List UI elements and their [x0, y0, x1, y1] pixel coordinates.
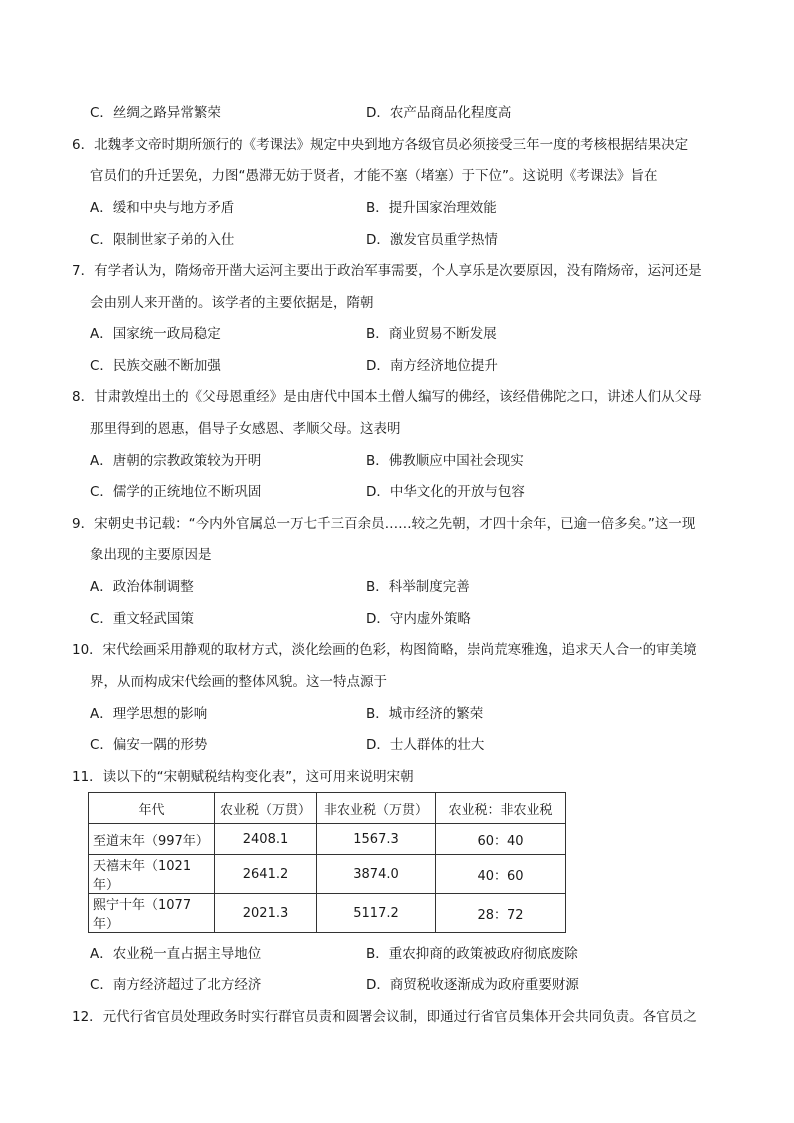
q10-option-a: A．理学思想的影响 — [90, 706, 208, 722]
q8-option-c: C．儒学的正统地位不断巩固 — [90, 484, 262, 500]
q11-option-d: D．商贸税收逐渐成为政府重要财源 — [366, 977, 579, 993]
q5-option-c: C．丝绸之路异常繁荣 — [90, 105, 221, 121]
q6-option-b: B．提升国家治理效能 — [366, 200, 497, 216]
cell-era: 熙宁十年（1077年） — [89, 894, 215, 933]
q8-option-b: B．佛教顺应中国社会现实 — [366, 453, 524, 469]
q6-option-c: C．限制世家子弟的入仕 — [90, 232, 235, 248]
cell-agri-tax: 2021.3 — [215, 894, 317, 933]
q7-option-b: B．商业贸易不断发展 — [366, 326, 497, 342]
q8-stem-line-1: 8．甘肃敦煌出土的《父母恩重经》是由唐代中国本土僧人编写的佛经，该经借佛陀之口，讲述人们从父母 — [72, 389, 702, 405]
q10-stem-line-2: 界，从而构成宋代绘画的整体风貌。这一特点源于 — [90, 674, 387, 690]
q8-option-a: A．唐朝的宗教政策较为开明 — [90, 453, 262, 469]
q9-option-a: A．政治体制调整 — [90, 579, 194, 595]
q9-option-c: C．重文轻武国策 — [90, 611, 194, 627]
header-ratio: 农业税：非农业税 — [436, 793, 566, 824]
q11-option-b: B．重农抑商的政策被政府彻底废除 — [366, 946, 578, 962]
q6-option-a: A．缓和中央与地方矛盾 — [90, 200, 235, 216]
q6-stem-line-1: 6．北魏孝文帝时期所颁行的《考课法》规定中央到地方各级官员必须接受三年一度的考核根据结果决定 — [72, 137, 689, 153]
q6-option-d: D．激发官员重学热情 — [366, 232, 498, 248]
q7-option-c: C．民族交融不断加强 — [90, 358, 221, 374]
q12-stem-line-1: 12．元代行省官员处理政务时实行群官员责和圆署会议制，即通过行省官员集体开会共同负责。各官员之 — [72, 1009, 697, 1025]
q7-option-a: A．国家统一政局稳定 — [90, 326, 221, 342]
q7-stem-line-1: 7．有学者认为，隋炀帝开凿大运河主要出于政治军事需要，个人享乐是次要原因，没有隋炀帝，运河还是 — [72, 263, 702, 279]
table-header-row — [89, 793, 566, 824]
q7-option-d: D．南方经济地位提升 — [366, 358, 498, 374]
q10-option-c: C．偏安一隅的形势 — [90, 737, 208, 753]
q9-option-b: B．科举制度完善 — [366, 579, 470, 595]
q7-stem-line-2: 会由别人来开凿的。该学者的主要依据是，隋朝 — [90, 295, 374, 311]
q11-option-c: C．南方经济超过了北方经济 — [90, 977, 262, 993]
cell-era: 至道末年（997年） — [89, 824, 215, 855]
q9-option-d: D．守内虚外策略 — [366, 611, 471, 627]
q9-stem-line-2: 象出现的主要原因是 — [90, 547, 212, 563]
q9-stem-line-1: 9．宋朝史书记载：“今内外官属总一万七千三百余员……较之先朝，才四十余年，已逾一倍多矣。”这一现 — [72, 516, 696, 532]
table-row — [89, 855, 566, 894]
header-era: 年代 — [89, 793, 215, 824]
q10-option-d: D．士人群体的壮大 — [366, 737, 485, 753]
q11-option-a: A．农业税一直占据主导地位 — [90, 946, 262, 962]
cell-agri-tax: 2408.1 — [215, 824, 317, 855]
q11-stem-line-1: 11．读以下的“宋朝赋税结构变化表”，这可用来说明宋朝 — [72, 769, 414, 785]
cell-non-agri-tax: 1567.3 — [317, 824, 436, 855]
header-non-agri-tax: 非农业税（万贯） — [317, 793, 436, 824]
tax-structure-table — [88, 792, 566, 933]
q6-stem-line-2: 官员们的升迁罢免，力图“愚滞无妨于贤者，才能不塞（堵塞）于下位”。这说明《考课法》旨在 — [90, 168, 658, 184]
cell-ratio: 28：72 — [436, 894, 566, 933]
table-row — [89, 824, 566, 855]
q8-stem-line-2: 那里得到的恩惠，倡导子女感恩、孝顺父母。这表明 — [90, 421, 401, 437]
cell-ratio: 40：60 — [436, 855, 566, 894]
cell-agri-tax: 2641.2 — [215, 855, 317, 894]
q5-option-d: D．农产品商品化程度高 — [366, 105, 512, 121]
header-agri-tax: 农业税（万贯） — [215, 793, 317, 824]
q8-option-d: D．中华文化的开放与包容 — [366, 484, 525, 500]
cell-era: 天禧末年（1021年） — [89, 855, 215, 894]
q10-stem-line-1: 10．宋代绘画采用静观的取材方式，淡化绘画的色彩，构图简略，崇尚荒寒雅逸，追求天人合一的审美境 — [72, 642, 697, 658]
cell-non-agri-tax: 5117.2 — [317, 894, 436, 933]
q10-option-b: B．城市经济的繁荣 — [366, 706, 484, 722]
cell-non-agri-tax: 3874.0 — [317, 855, 436, 894]
table-row — [89, 894, 566, 933]
cell-ratio: 60：40 — [436, 824, 566, 855]
